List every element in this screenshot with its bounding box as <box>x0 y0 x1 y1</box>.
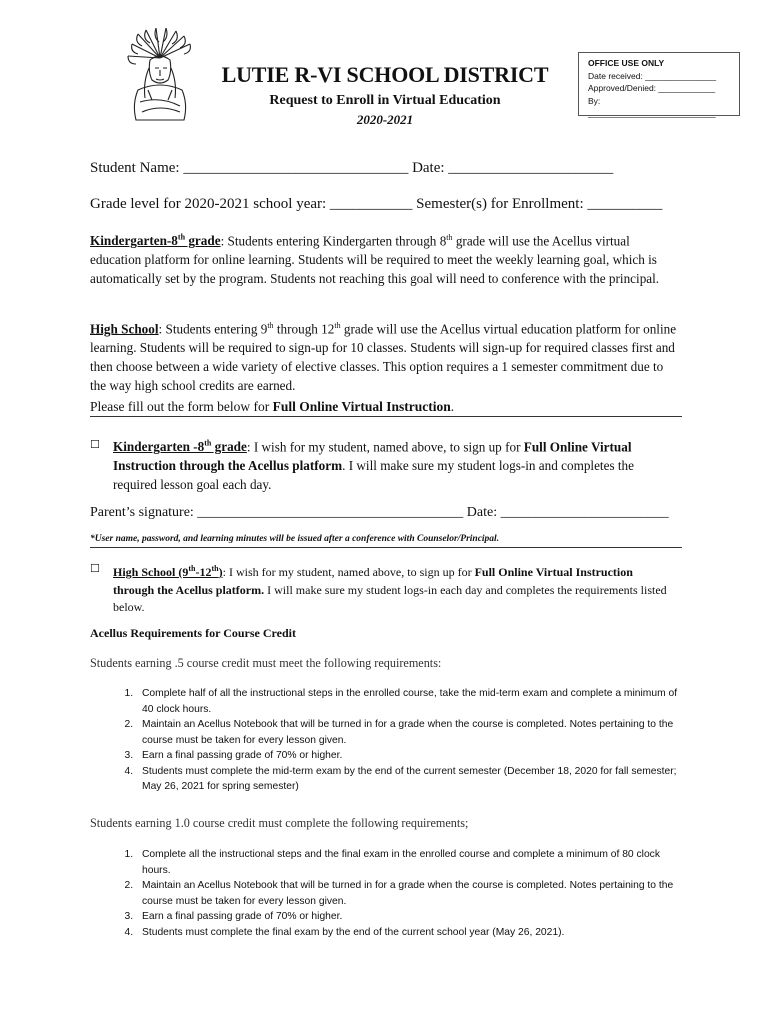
divider <box>90 416 682 417</box>
option-k8: ☐ Kindergarten -8th grade: I wish for my student, named above, to sign up for Full Online Virtual Instruction through the Acellus platform. I will make sure my student logs-in and completes the required lesson goal each day. <box>90 438 634 493</box>
approved-by-field[interactable]: By: ___________________________ <box>588 95 716 118</box>
full-credit-intro: Students earning 1.0 course credit must complete the following requirements; <box>90 816 469 830</box>
requirement-item: 4. Students must complete the final exam by the end of the current school year (May 26, 2021). <box>136 925 682 941</box>
requirement-item: 4. Students must complete the mid-term exam by the end of the current semester (December 18, 2020 for fall semester; May 26, 2021 for spring semester) <box>136 764 682 795</box>
requirement-item: 2. Maintain an Acellus Notebook that will be turned in for a grade when the course is completed. Notes pertaining to the course must be taken for every lesson given. <box>136 717 682 748</box>
approved-denied-field[interactable]: Approved/Denied: ____________ <box>588 83 716 93</box>
office-use-box <box>578 52 740 116</box>
form-subtitle: Request to Enroll in Virtual Education <box>269 93 501 108</box>
requirements-heading: Acellus Requirements for Course Credit <box>90 626 296 640</box>
half-credit-intro: Students earning .5 course credit must meet the following requirements: <box>90 656 442 670</box>
grade-semester-line[interactable]: Grade level for 2020-2021 school year: ___________ Semester(s) for Enrollment: __________ <box>90 196 663 212</box>
k8-description: Kindergarten-8th grade: Students entering Kindergarten through 8th grade will use the Acellus virtual education platform for online learning. Students will be required to meet the weekly learning goal, which is automatically set by the program. Students not reaching this goal will need to conference with the principal. <box>90 233 660 287</box>
parent-signature-line[interactable]: Parent’s signature: ______________________________________ Date: ________________________ <box>90 505 669 520</box>
high-school-description: High School: Students entering 9th through 12th grade will use the Acellus virtual education platform for online learning. Students will be required to sign-up for 10 classes. Students will sign-up for required classes first and then choose between a wide variety of elective classes. This option requires a 1 semester commitment due to the way high school credits are earned. <box>90 321 677 394</box>
half-credit-requirements <box>90 686 682 795</box>
high-school-checkbox[interactable]: ☐ <box>90 562 100 575</box>
requirement-item: 1. Complete all the instructional steps and the final exam in the enrolled course and complete a minimum of 80 clock hours. <box>136 847 682 878</box>
full-credit-requirements <box>90 847 682 940</box>
option-high-school: ☐ High School (9th-12th): I wish for my student, named above, to sign up for Full Online Virtual Instruction through the Acellus platform. I will make sure my student logs-in each day and completes the requirements listed below. <box>90 562 667 614</box>
k8-checkbox[interactable]: ☐ <box>90 438 100 451</box>
office-use-heading: OFFICE USE ONLY <box>588 58 665 68</box>
requirement-item: 3. Earn a final passing grade of 70% or higher. <box>136 909 682 925</box>
requirement-item: 3. Earn a final passing grade of 70% or higher. <box>136 748 682 764</box>
instruction-text: Please fill out the form below for Full Online Virtual Instruction. <box>90 399 455 414</box>
school-year: 2020-2021 <box>356 112 414 127</box>
login-note: *User name, password, and learning minutes will be issued after a conference with Counselor/Principal. <box>90 534 500 544</box>
school-mascot-logo <box>118 28 202 130</box>
student-name-date-line[interactable]: Student Name: ______________________________ Date: ______________________ <box>90 160 614 176</box>
district-title: LUTIE R-VI SCHOOL DISTRICT <box>221 62 549 87</box>
divider <box>90 547 682 548</box>
requirement-item: 2. Maintain an Acellus Notebook that will be turned in for a grade when the course is completed. Notes pertaining to the course must be taken for every lesson given. <box>136 878 682 909</box>
date-received-field[interactable]: Date received: _______________ <box>588 70 717 81</box>
requirement-item: 1. Complete half of all the instructional steps in the enrolled course, take the mid-term exam and complete a minimum of 40 clock hours. <box>136 686 682 717</box>
